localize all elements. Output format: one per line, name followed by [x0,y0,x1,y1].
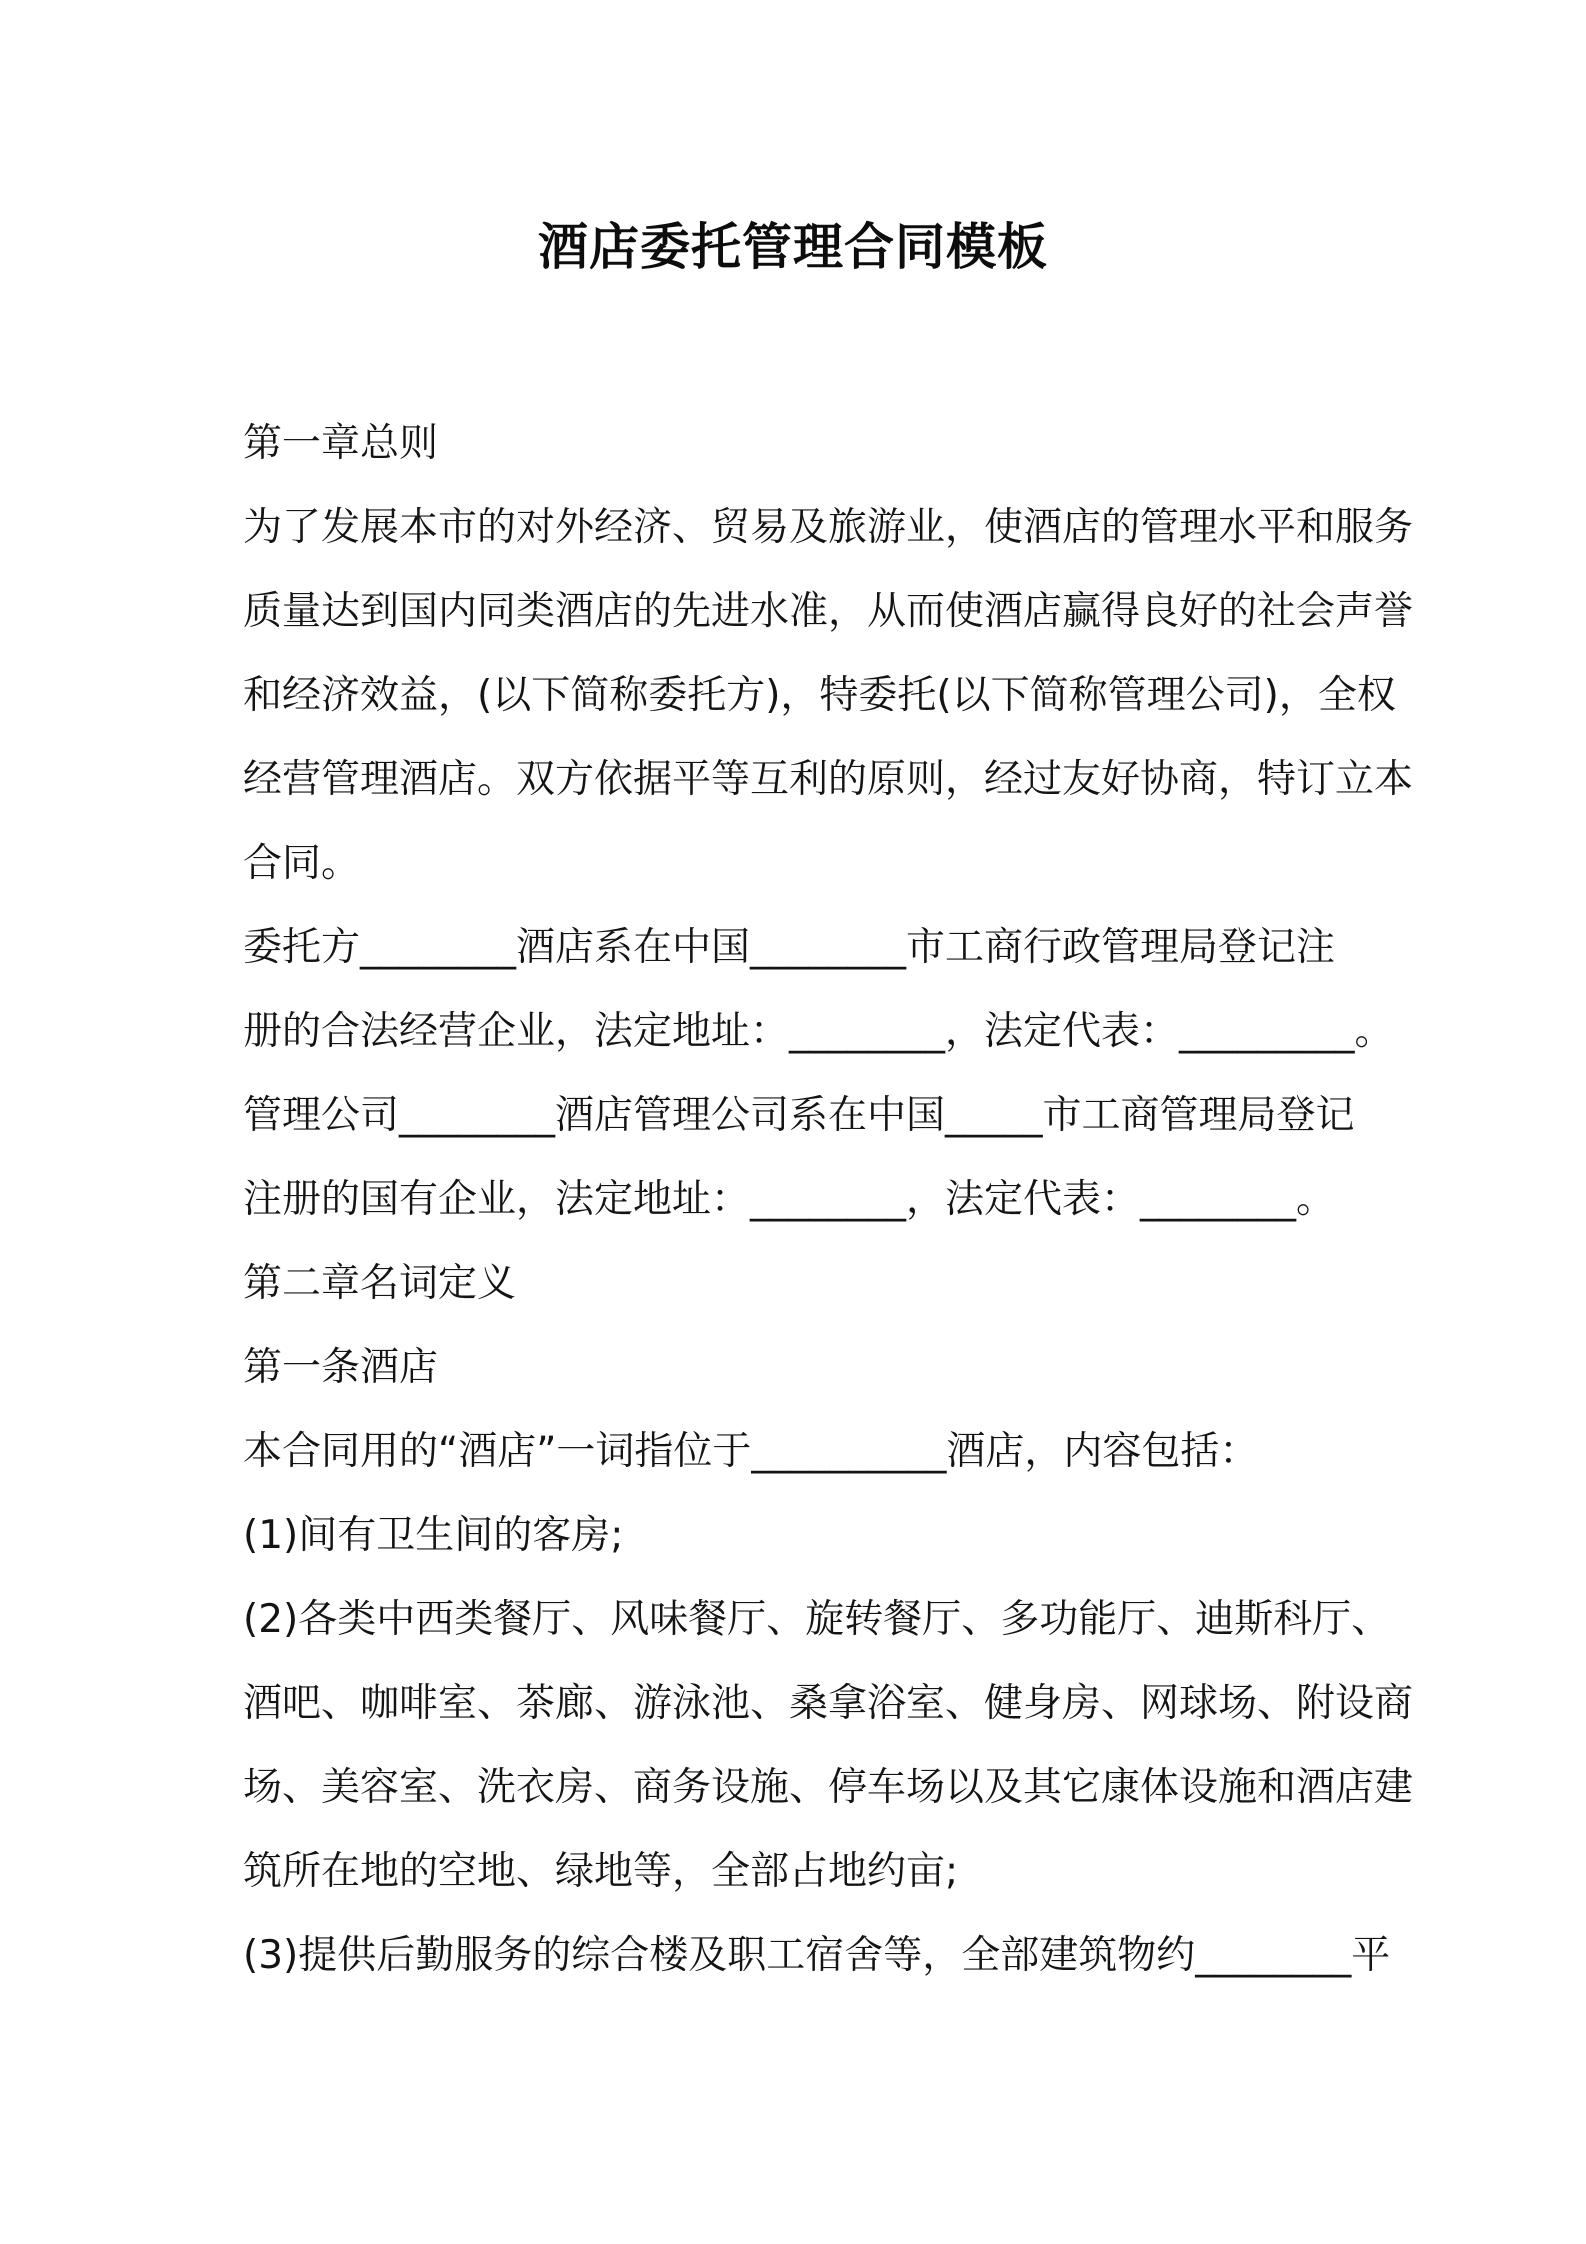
list-item: (1)间有卫生间的客房; [243,1513,624,1558]
paragraph-line: 合同。 [243,841,361,886]
paragraph-line: 场、美容室、洗衣房、商务设施、停车场以及其它康体设施和酒店建 [243,1765,1414,1810]
paragraph-line: 酒吧、咖啡室、茶廊、游泳池、桑拿浴室、健身房、网球场、附设商 [243,1681,1414,1726]
paragraph-line: 注册的国有企业，法定地址：________，法定代表：________。 [243,1177,1336,1222]
paragraph-line: 和经济效益，(以下简称委托方)，特委托(以下简称管理公司)，全权 [243,673,1396,718]
document-body [243,402,1414,1998]
paragraph-line: 管理公司________酒店管理公司系在中国_____市工商管理局登记 [243,1093,1355,1138]
article-heading-hotel: 第一条酒店 [243,1345,439,1390]
chapter-heading-definitions: 第二章名词定义 [243,1261,517,1306]
paragraph-line: 质量达到国内同类酒店的先进水准，从而使酒店赢得良好的社会声誉 [243,589,1414,634]
chapter-heading-general: 第一章总则 [243,421,439,466]
list-item: (3)提供后勤服务的综合楼及职工宿舍等，全部建筑物约________平 [243,1933,1391,1978]
paragraph-line: 本合同用的“酒店”一词指位于__________酒店，内容包括： [243,1429,1259,1474]
list-item: (2)各类中西类餐厅、风味餐厅、旋转餐厅、多功能厅、迪斯科厅、 [243,1597,1391,1642]
paragraph-line: 为了发展本市的对外经济、贸易及旅游业，使酒店的管理水平和服务 [243,505,1414,550]
paragraph-line: 册的合法经营企业，法定地址：________，法定代表：_________。 [243,1009,1394,1054]
paragraph-line: 委托方________酒店系在中国________市工商行政管理局登记注 [243,925,1336,970]
document-title: 酒店委托管理合同模板 [538,218,1048,276]
paragraph-line: 经营管理酒店。双方依据平等互利的原则，经过友好协商，特订立本 [243,757,1414,802]
paragraph-line: 筑所在地的空地、绿地等，全部占地约亩; [243,1849,959,1894]
